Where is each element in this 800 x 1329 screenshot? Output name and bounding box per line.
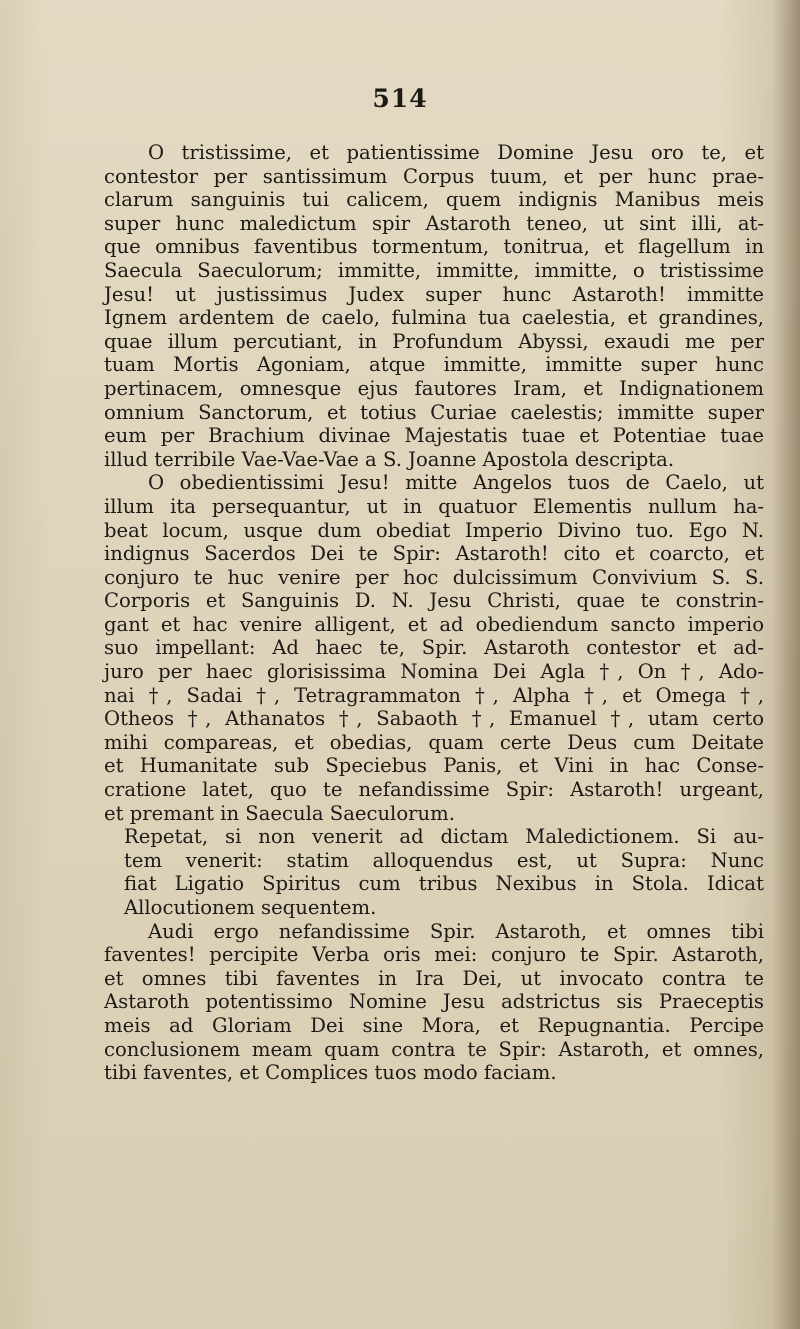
text-line: Repetat, si non venerit ad dictam Maledictionem. Si au- [124,825,764,849]
text-line: beat locum, usque dum obediat Imperio Divino tuo. Ego N. [104,518,764,542]
text-line: que omnibus faventibus tormentum, tonitrua, et flagellum in [104,235,764,259]
text-line: Jesu! ut justissimus Judex super hunc Astaroth! immitte [104,282,764,306]
text-line: suo impellant: Ad haec te, Spir. Astaroth contestor et ad- [104,636,764,660]
paragraph [104,471,764,825]
text-line: conclusionem meam quam contra te Spir: Astaroth, et omnes, [104,1037,764,1061]
text-line: eum per Brachium divinae Majestatis tuae et Potentiae tuae [104,424,764,448]
text-line: pertinacem, omnesque ejus fautores Iram, et Indignationem [104,376,764,400]
text-line: Saecula Saeculorum; immitte, immitte, immitte, o tristissime [104,258,764,282]
text-line: Astaroth potentissimo Nomine Jesu adstrictus sis Praeceptis [104,990,764,1014]
paragraph [104,141,764,471]
text-line: gant et hac venire alligent, et ad obediendum sancto imperio [104,612,764,636]
text-line: illum ita persequantur, ut in quatuor Elementis nullum ha- [104,494,764,518]
page-number: 514 [372,84,428,113]
page-edge-shadow [772,0,800,1329]
text-line: indignus Sacerdos Dei te Spir: Astaroth! cito et coarcto, et [104,542,764,566]
text-line: super hunc maledictum spir Astaroth teneo, ut sint illi, at- [104,211,764,235]
text-line: Corporis et Sanguinis D. N. Jesu Christi, quae te constrin- [104,589,764,613]
text-line: nai †, Sadai †, Tetragrammaton †, Alpha †, et Omega †, [104,683,764,707]
text-line: omnium Sanctorum, et totius Curiae caelestis; immitte super [104,400,764,424]
paragraph [104,920,764,1085]
text-line: et premant in Saecula Saeculorum. [104,801,455,825]
text-line: Audi ergo nefandissime Spir. Astaroth, et omnes tibi [148,919,764,943]
text-line: conjuro te huc venire per hoc dulcissimum Convivium S. S. [104,565,764,589]
text-line: tem venerit: statim alloquendus est, ut Supra: Nunc [124,848,764,872]
text-line: contestor per santissimum Corpus tuum, et per hunc prae- [104,164,764,188]
body-text [104,141,764,1085]
text-line: cratione latet, quo te nefandissime Spir: Astaroth! urgeant, [104,778,764,802]
text-line: tibi faventes, et Complices tuos modo faciam. [104,1061,557,1085]
text-line: fiat Ligatio Spiritus cum tribus Nexibus in Stola. Idicat [124,872,764,896]
text-line: meis ad Gloriam Dei sine Mora, et Repugnantia. Percipe [104,1013,764,1037]
text-line: Allocutionem sequentem. [124,896,377,919]
text-line: et omnes tibi faventes in Ira Dei, ut invocato contra te [104,966,764,990]
text-line: illud terribile Vae-Vae-Vae a S. Joanne Apostola descripta. [104,447,675,471]
text-line: Otheos †, Athanatos †, Sabaoth †, Emanuel †, utam certo [104,707,764,731]
text-line: et Humanitate sub Speciebus Panis, et Vini in hac Conse- [104,754,764,778]
text-line: O tristissime, et patientissime Domine Jesu oro te, et [148,141,764,164]
text-line: O obedientissimi Jesu! mitte Angelos tuos de Caelo, ut [148,471,764,495]
text-line: juro per haec glorisissima Nomina Dei Agla †, On †, Ado- [104,660,764,684]
text-line: faventes! percipite Verba oris mei: conjuro te Spir. Astaroth, [104,943,764,967]
text-line: tuam Mortis Agoniam, atque immitte, immitte super hunc [104,353,764,377]
text-line: quae illum percutiant, in Profundum Abyssi, exaudi me per [104,329,764,353]
paragraph [104,825,764,919]
text-line: clarum sanguinis tui calicem, quem indignis Manibus meis [104,188,764,212]
text-line: mihi compareas, et obedias, quam certe Deus cum Deitate [104,730,764,754]
text-line: Ignem ardentem de caelo, fulmina tua caelestia, et grandines, [104,306,764,330]
